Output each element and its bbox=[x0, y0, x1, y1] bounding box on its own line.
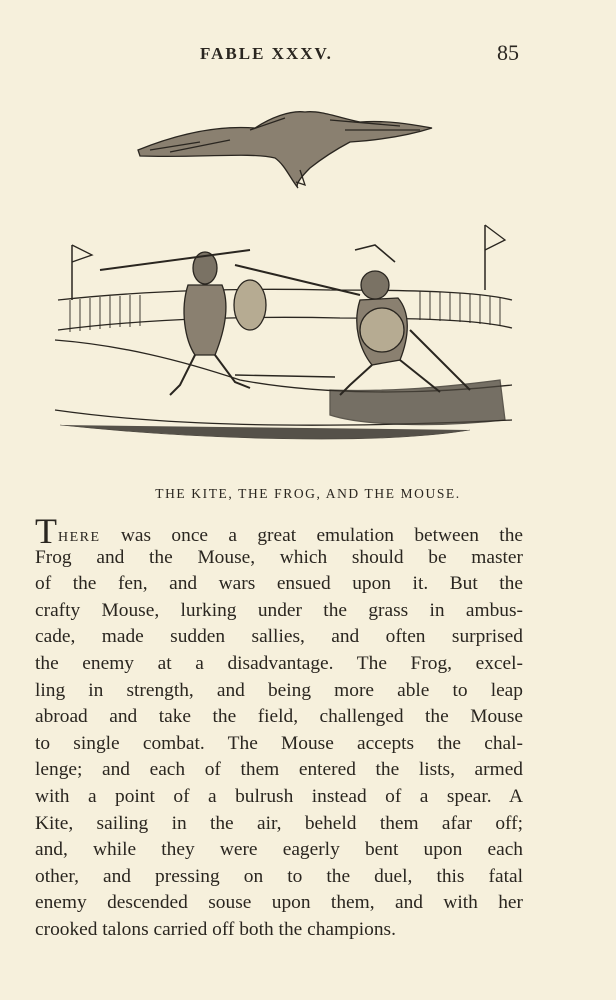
body-first-line bbox=[35, 511, 523, 551]
body-line: other, and pressing on to the duel, this fatal bbox=[35, 865, 523, 887]
body-line: Frog and the Mouse, which should be master bbox=[35, 546, 523, 568]
body-line: abroad and take the field, challenged the Mouse bbox=[35, 706, 523, 728]
illustration-caption: THE KITE, THE FROG, AND THE MOUSE. bbox=[155, 486, 461, 501]
drop-cap: T bbox=[35, 511, 57, 551]
body-line: of the fen, and wars ensued upon it. But the bbox=[35, 573, 523, 595]
body-line: crooked talons carried off both the champions. bbox=[35, 918, 396, 940]
body-line: ling in strength, and being more able to leap bbox=[35, 679, 523, 701]
body-line: with a point of a bulrush instead of a spear. A bbox=[35, 785, 523, 807]
first-line-text: was once a great emulation between the bbox=[100, 525, 523, 546]
body-line: cade, made sudden sallies, and often surprised bbox=[35, 626, 523, 648]
body-line: enemy descended souse upon them, and with her bbox=[35, 892, 523, 914]
fable-illustration bbox=[0, 90, 616, 460]
body-line: the enemy at a disadvantage. The Frog, excel- bbox=[35, 652, 523, 674]
body-line: Kite, sailing in the air, beheld them afar off; bbox=[35, 812, 523, 834]
body-line: to single combat. The Mouse accepts the chal- bbox=[35, 732, 523, 754]
opening-smallcaps: HERE bbox=[58, 530, 101, 545]
fable-body bbox=[35, 511, 523, 944]
body-line: and, while they were eagerly bent upon each bbox=[35, 839, 523, 861]
kite-figure bbox=[138, 112, 432, 188]
body-line: crafty Mouse, lurking under the grass in ambus- bbox=[35, 599, 523, 621]
body-line: lenge; and each of them entered the lists, armed bbox=[35, 759, 523, 781]
page-number: 85 bbox=[497, 40, 519, 65]
running-head bbox=[0, 40, 616, 70]
fable-title: FABLE XXXV. bbox=[200, 44, 333, 63]
